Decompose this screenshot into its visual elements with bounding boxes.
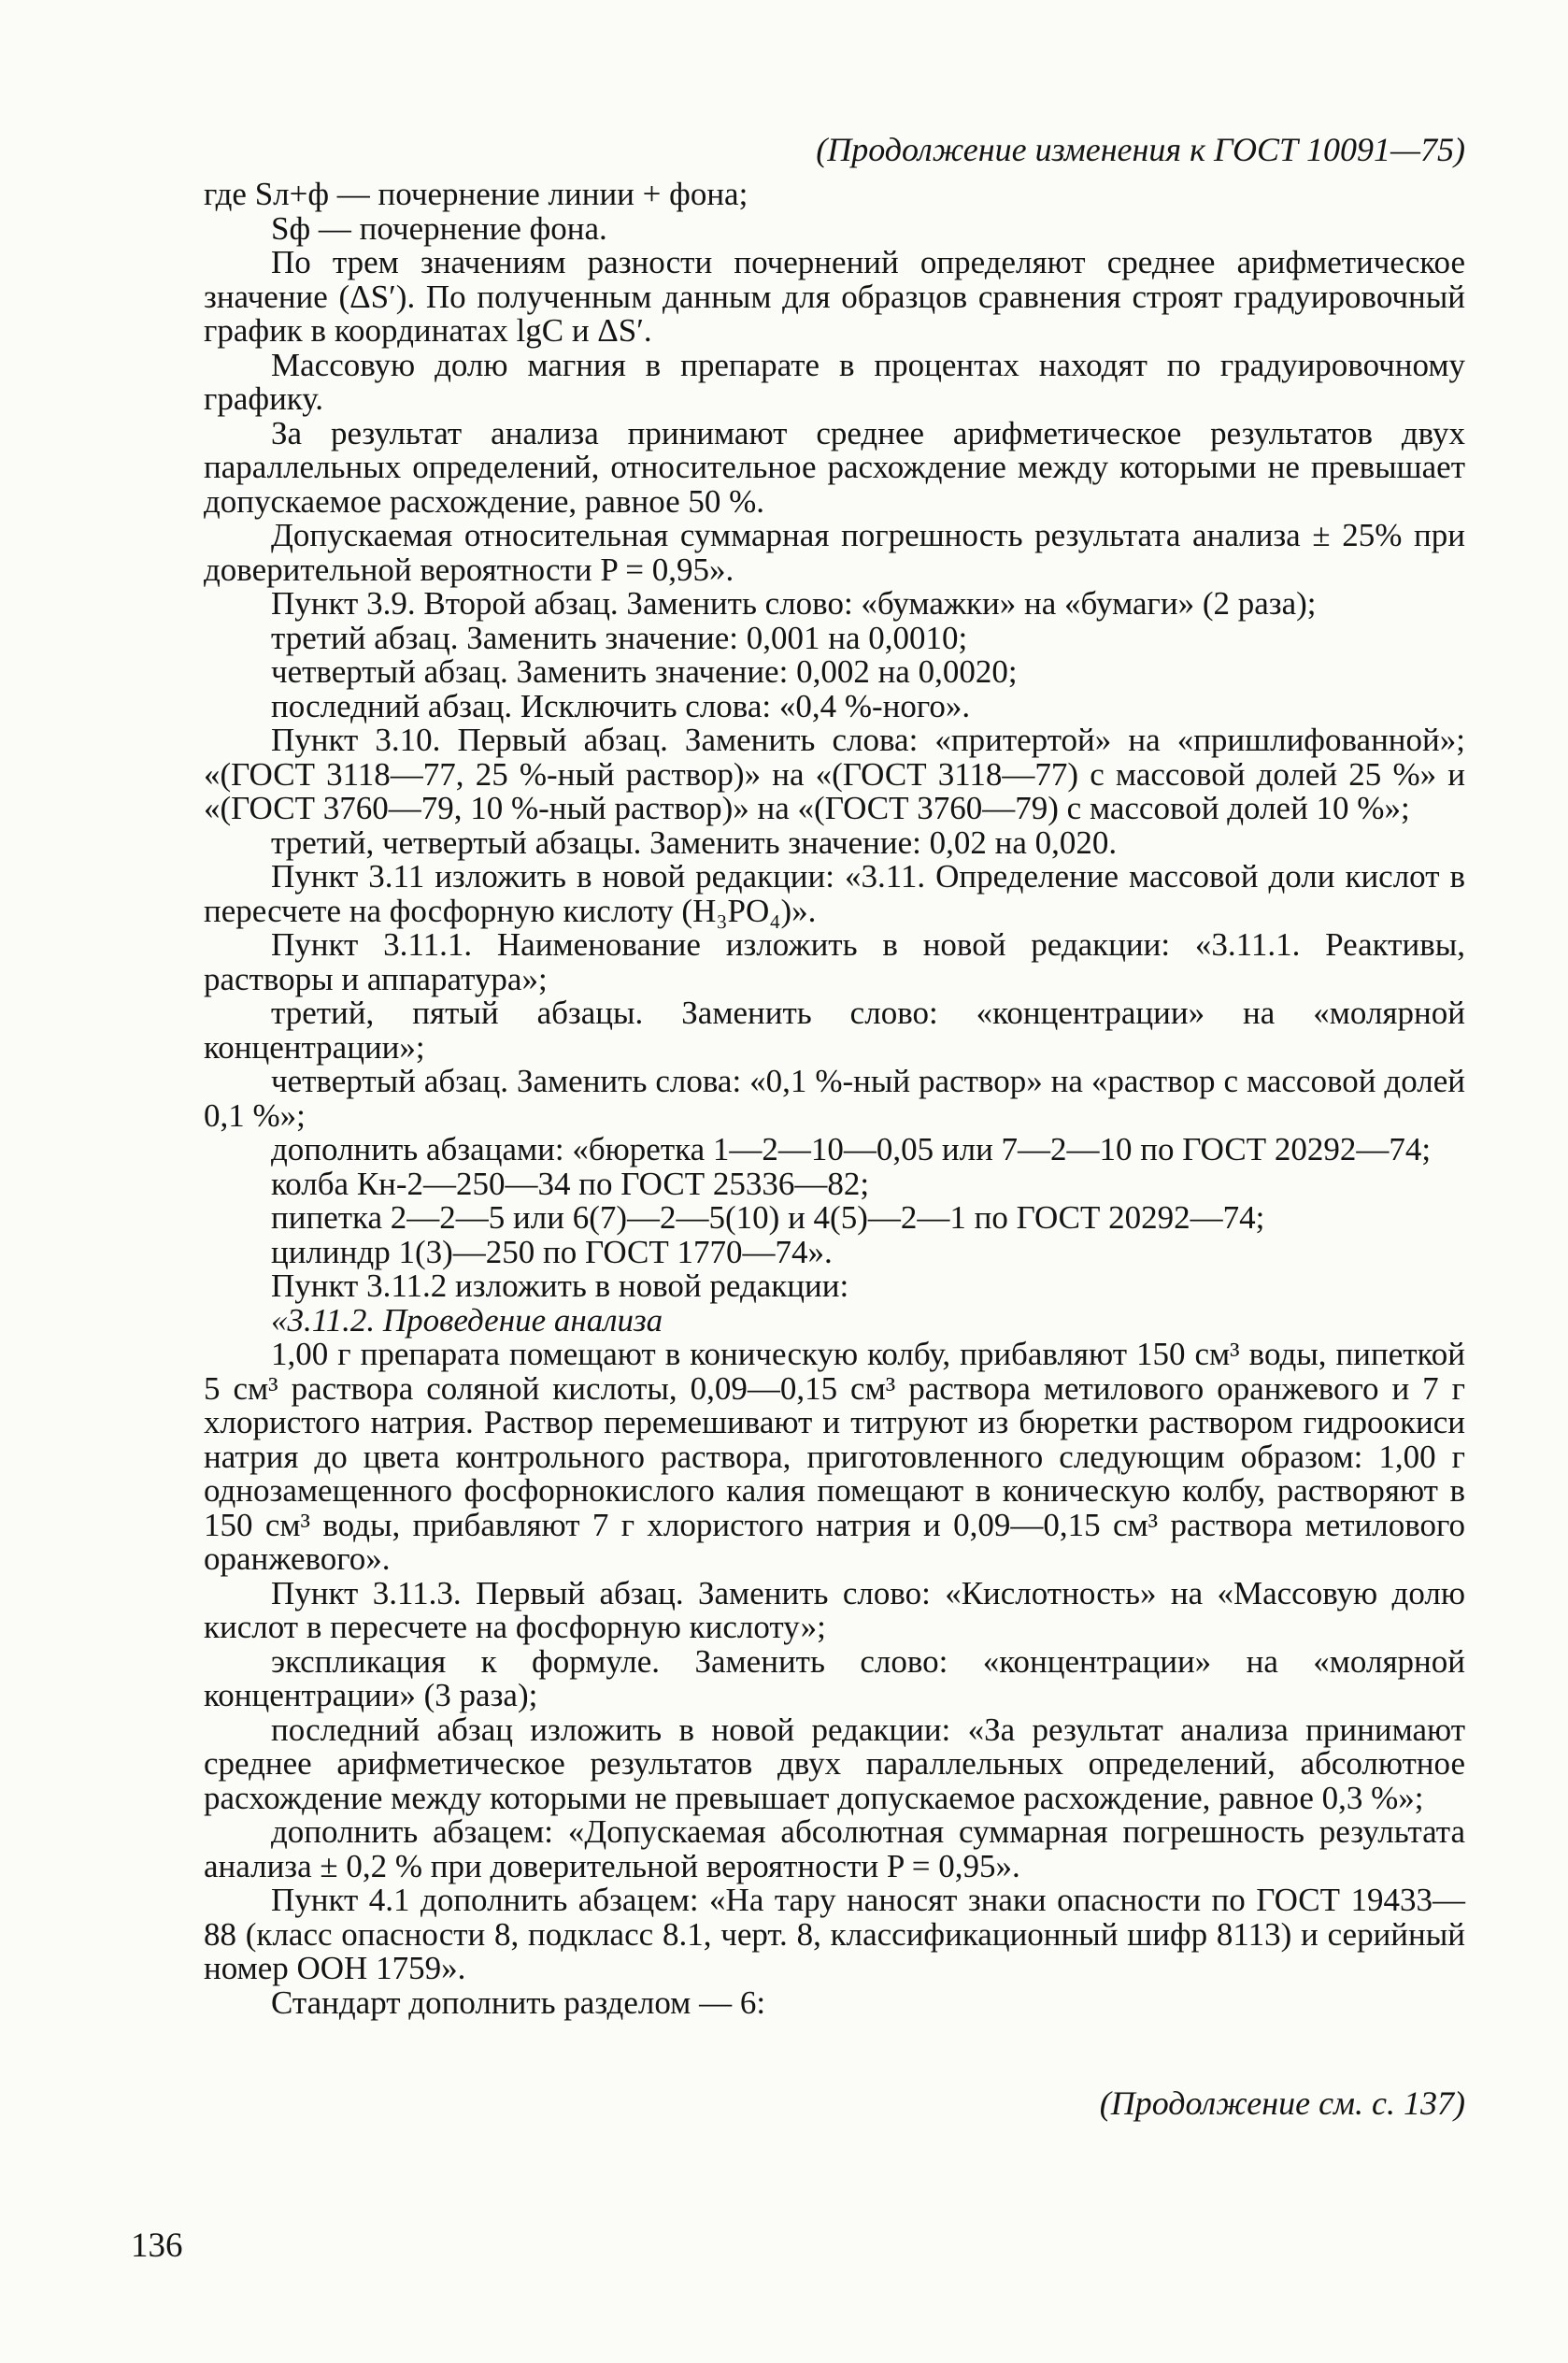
paragraph: колба Кн-2—250—34 по ГОСТ 25336—82; <box>271 1165 870 1202</box>
paragraph: Стандарт дополнить разделом — 6: <box>271 1983 766 2021</box>
paragraph: экспликация к формуле. Заменить слово: «концентрации» на «молярной концентрации» (3 раза); <box>204 1642 1465 1713</box>
paragraph: третий, четвертый абзацы. Заменить значение: 0,02 на 0,020. <box>271 823 1118 861</box>
paragraph: дополнить абзацами: «бюретка 1—2—10—0,05 или 7—2—10 по ГОСТ 20292—74; <box>271 1131 1432 1167</box>
paragraph: четвертый абзац. Заменить значение: 0,002 на 0,0020; <box>271 653 1018 690</box>
paragraph: «3.11.2. Проведение анализа <box>271 1301 663 1339</box>
paragraph: Пункт 3.11.3. Первый абзац. Заменить слово: «Кислотность» на «Массовую долю кислот в пересчете на фосфорную кислоту»; <box>204 1574 1465 1645</box>
paragraph: Пункт 3.10. Первый абзац. Заменить слова: «притертой» на «пришлифованной»; «(ГОСТ 3118—77, 25 %-ный раствор)» на «(ГОСТ 3118—77) с массовой долей 25 %» и «(ГОСТ 3760—79, 10 %-ный раствор)» на «(ГОСТ 3760—79) с массовой долей 10 %»; <box>204 722 1465 826</box>
paragraph: Пункт 3.11 изложить в новой редакции: «3.11. Определение массовой доли кислот в пересчете на фосфорную кислоту (H₃PO₄)». <box>204 858 1465 929</box>
paragraph: последний абзац изложить в новой редакции: «За результат анализа принимают среднее арифметическое результатов двух параллельных определений, абсолютное расхождение между которыми не превышает допускаемое расхождение, равное 0,3 %»; <box>204 1711 1465 1816</box>
paragraph: Пункт 3.9. Второй абзац. Заменить слово: «бумажки» на «бумаги» (2 раза); <box>271 585 1317 622</box>
paragraph: четвертый абзац. Заменить слова: «0,1 %-ный раствор» на «раствор с массовой долей 0,1 %»; <box>204 1063 1465 1134</box>
paragraph: где Sл+ф — почернение линии + фона; <box>204 176 748 212</box>
paragraph: По трем значениям разности почернений определяют среднее арифметическое значение (ΔS′). По полученным данным для образцов сравнения строят градуировочный график в координатах lgC и ΔS′. <box>204 244 1465 349</box>
paragraph: Пункт 3.11.2 изложить в новой редакции: <box>271 1267 849 1304</box>
paragraph: Sф — почернение фона. <box>271 209 607 247</box>
running-header: (Продолжение изменения к ГОСТ 10091—75) <box>816 131 1465 168</box>
page-number: 136 <box>131 2227 183 2265</box>
paragraph: пипетка 2—2—5 или 6(7)—2—5(10) и 4(5)—2—1 по ГОСТ 20292—74; <box>271 1199 1265 1236</box>
document-body <box>204 178 1465 2020</box>
paragraph: За результат анализа принимают среднее арифметическое результатов двух параллельных определений, относительное расхождение между которыми не превышает допускаемое расхождение, равное 50 %. <box>204 414 1465 520</box>
paragraph: 1,00 г препарата помещают в коническую колбу, прибавляют 150 см³ воды, пипеткой 5 см³ раствора соляной кислоты, 0,09—0,15 см³ раствора метилового оранжевого и 7 г хлористого натрия. Раствор перемешивают и титруют из бюретки раствором гидроокиси натрия до цвета контрольного раствора, приготовленного следующим образом: 1,00 г однозамещенного фосфорнокислого калия помещают в коническую колбу, растворяют в 150 см³ воды, прибавляют 7 г хлористого натрия и 0,09—0,15 см³ раствора метилового оранжевого». <box>204 1336 1465 1577</box>
paragraph: третий, пятый абзацы. Заменить слово: «концентрации» на «молярной концентрации»; <box>204 995 1465 1066</box>
paragraph: последний абзац. Исключить слова: «0,4 %-ного». <box>271 687 971 724</box>
continuation-note: (Продолжение см. с. 137) <box>1099 2084 1465 2122</box>
paragraph: Допускаемая относительная суммарная погрешность результата анализа ± 25% при доверительной вероятности P = 0,95». <box>204 517 1465 588</box>
paragraph: Массовую долю магния в препарате в процентах находят по градуировочному графику. <box>204 346 1465 417</box>
paragraph: цилиндр 1(3)—250 по ГОСТ 1770—74». <box>271 1233 833 1270</box>
paragraph: Пункт 4.1 дополнить абзацем: «На тару наносят знаки опасности по ГОСТ 19433—88 (класс опасности 8, подкласс 8.1, черт. 8, классификационный шифр 8113) и серийный номер ООН 1759». <box>204 1882 1465 1986</box>
paragraph: дополнить абзацем: «Допускаемая абсолютная суммарная погрешность результата анализа ± 0,2 % при доверительной вероятности P = 0,95». <box>204 1813 1465 1884</box>
paragraph: третий абзац. Заменить значение: 0,001 на 0,0010; <box>271 619 968 656</box>
paragraph: Пункт 3.11.1. Наименование изложить в новой редакции: «3.11.1. Реактивы, растворы и аппаратура»; <box>204 926 1465 997</box>
